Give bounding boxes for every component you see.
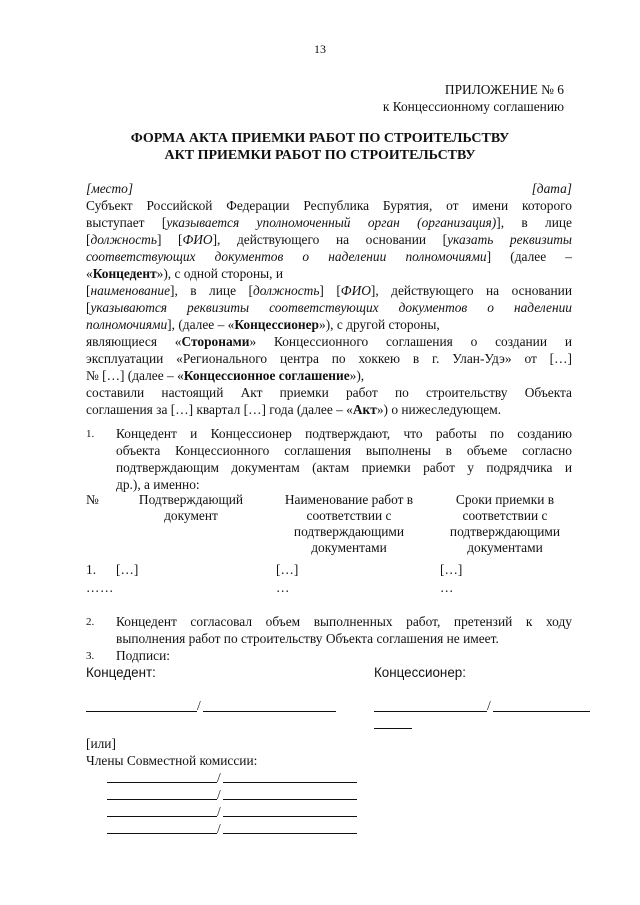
preamble-line: выступает [указывается уполномоченный орган (организация)], в лице: [86, 215, 572, 230]
table-row-1-works: […]: [276, 562, 299, 577]
signature-line-concedent[interactable]: [86, 697, 336, 713]
signature-underline: [223, 816, 357, 817]
signature-slash: /: [197, 698, 201, 713]
preamble-line: [указываются реквизиты соответствующих документов о наделении: [86, 300, 572, 315]
list-number: 1.: [86, 428, 95, 440]
preamble-line: полномочиями], (далее – «Концессионер»), с другой стороны,: [86, 317, 440, 332]
signature-underline: [223, 799, 357, 800]
table-header-terms: Сроки приемки в соответствии с подтверждающими документами: [449, 492, 561, 555]
signature-slash: /: [217, 770, 221, 785]
preamble-line: соответствующих документов о наделении полномочиями] (далее –: [86, 249, 572, 264]
table-header-works: Наименование работ в соответствии с подтверждающими документами: [284, 492, 414, 555]
signature-underline: [107, 782, 217, 783]
signature-label-concedent: Концедент:: [86, 665, 156, 680]
signature-line-concessionaire[interactable]: [374, 697, 590, 731]
signature-label-concessionaire: Концессионер:: [374, 665, 466, 680]
list-item-2: [86, 613, 572, 647]
list-number: 3.: [86, 650, 95, 662]
signature-underline: [107, 799, 217, 800]
preamble: [86, 197, 572, 418]
alternative-marker: [или]: [86, 736, 116, 751]
page-number: 13: [314, 42, 326, 56]
signature-underline: [493, 711, 590, 712]
preamble-line: Субъект Российской Федерации Республика Бурятия, от имени которого: [86, 198, 572, 213]
list-text-line: Концедент и Концессионер подтверждают, что работы по созданию: [116, 426, 572, 441]
table-row-1-terms: […]: [440, 562, 463, 577]
signature-underline: [86, 711, 197, 712]
table-header-document: Подтверждающий документ: [138, 492, 244, 523]
signature-slash: /: [217, 821, 221, 836]
list-number: 2.: [86, 616, 95, 628]
commission-signature-line-4[interactable]: [107, 820, 357, 836]
commission-signature-line-2[interactable]: [107, 786, 357, 802]
table-row-2-terms: …: [440, 580, 454, 595]
preamble-line: являющиеся «Сторонами» Концессионного соглашения о создании и: [86, 334, 572, 349]
list-item-3: [86, 647, 572, 664]
signature-underline: [223, 782, 357, 783]
document-subtitle: АКТ ПРИЕМКИ РАБОТ ПО СТРОИТЕЛЬСТВУ: [164, 148, 476, 163]
date-field: [дата]: [531, 181, 572, 196]
list-text-line: подтверждающим документам (актам приемки работ у подрядчика и: [116, 460, 572, 475]
commission-signature-line-3[interactable]: [107, 803, 357, 819]
preamble-line: № […] (далее – «Концессионное соглашение»),: [86, 368, 365, 383]
signature-underline: [107, 816, 217, 817]
signature-slash: /: [487, 698, 491, 713]
preamble-line: соглашения за […] квартал […] года (далее – «Акт») о нижеследующем.: [86, 402, 502, 417]
list-text-line: др.), а именно:: [116, 477, 200, 492]
signature-underline: [374, 728, 412, 729]
table-header-number: №: [86, 492, 99, 507]
signature-slash: /: [217, 804, 221, 819]
preamble-line: [должность] [ФИО], действующего на основании [указать реквизиты: [86, 232, 572, 247]
signature-underline: [374, 711, 487, 712]
list-text-line: выполнения работ по строительству Объекта соглашения не имеет.: [116, 631, 499, 646]
document-title: ФОРМА АКТА ПРИЕМКИ РАБОТ ПО СТРОИТЕЛЬСТВУ: [130, 131, 510, 146]
table-row-2-document: …: [100, 580, 114, 595]
list-text-line: Концедент согласовал объем выполненных работ, претензий к ходу: [116, 614, 572, 629]
preamble-line: [наименование], в лице [должность] [ФИО], действующего на основании: [86, 283, 572, 298]
works-table: [86, 492, 572, 602]
list-text-line: объекта Концессионного соглашения выполнены в объеме согласно: [116, 443, 572, 458]
list-text-line: Подписи:: [116, 648, 170, 663]
signature-underline: [203, 711, 336, 712]
table-row-2-number: …: [86, 580, 100, 595]
appendix-reference: к Концессионному соглашению: [382, 99, 564, 114]
preamble-line: «Концедент»), с одной стороны, и: [86, 266, 284, 281]
signature-slash: /: [217, 787, 221, 802]
table-row-2-works: …: [276, 580, 290, 595]
commission-signature-line-1[interactable]: [107, 769, 357, 785]
table-row-1-document: […]: [116, 562, 139, 577]
preamble-line: составили настоящий Акт приемки работ по строительству Объекта: [86, 385, 572, 400]
preamble-line: эксплуатации «Регионального центра по хоккею в г. Улан-Удэ» от […]: [86, 351, 572, 366]
table-row-1-number: 1.: [86, 562, 97, 577]
appendix-number: ПРИЛОЖЕНИЕ № 6: [444, 82, 564, 97]
signature-underline: [107, 833, 217, 834]
list-item-1: [86, 425, 572, 493]
commission-label: Члены Совместной комиссии:: [86, 753, 258, 768]
place-field: [место]: [86, 181, 134, 196]
signature-underline: [223, 833, 357, 834]
